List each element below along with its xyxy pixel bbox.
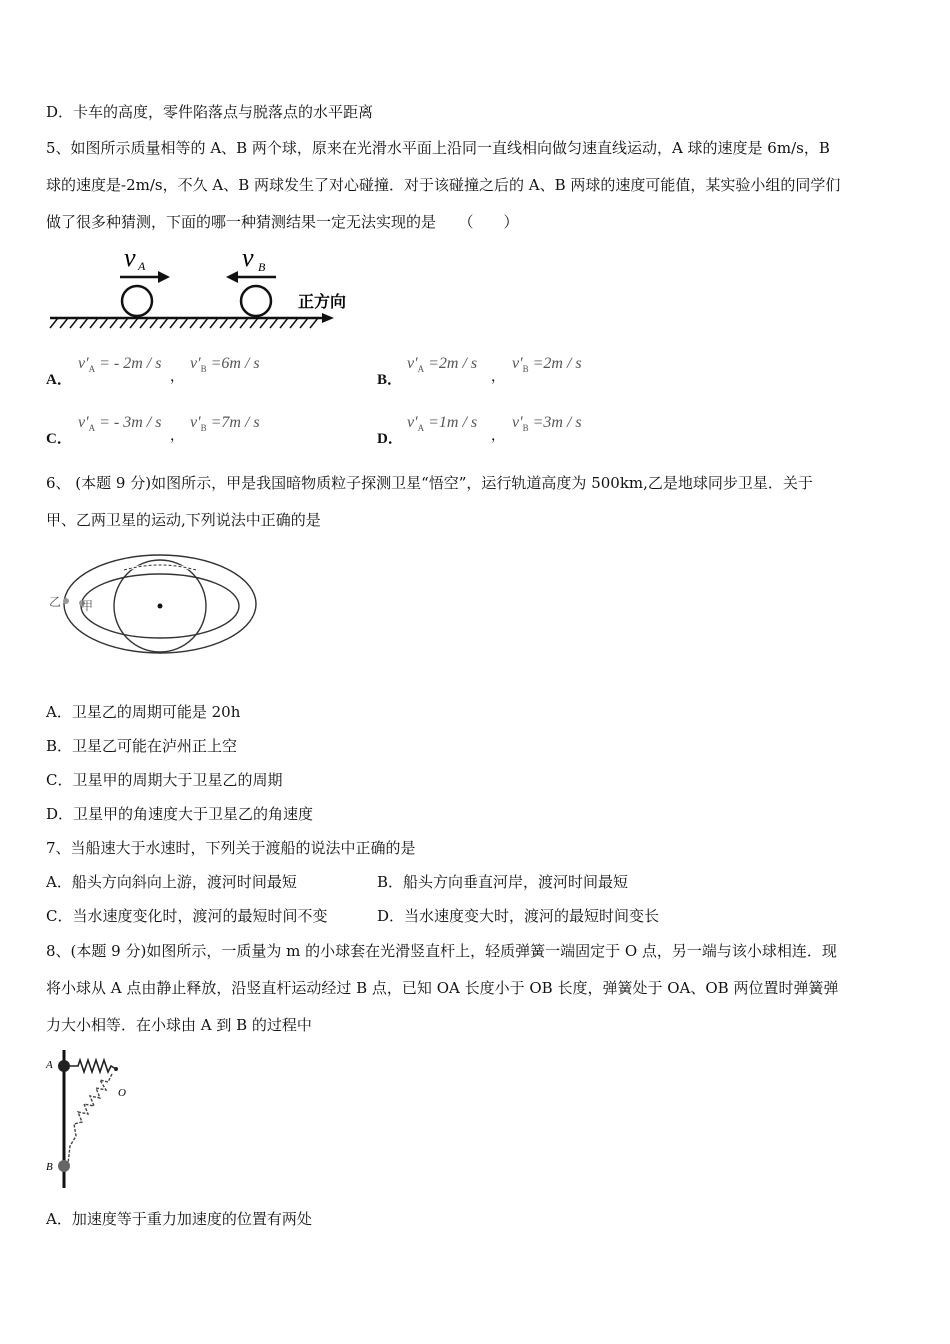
q5-option-c-comma: ， <box>170 428 184 444</box>
q5-option-c-label: C． <box>46 431 72 447</box>
q8-spring-ob <box>68 1074 112 1164</box>
q5-collision-figure <box>46 244 366 334</box>
q5-ball-b <box>241 286 271 316</box>
q5-option-b-comma: ， <box>491 369 505 385</box>
q6-option-d: D．卫星甲的角速度大于卫星乙的角速度 <box>46 805 314 823</box>
q8-label-b: B <box>46 1161 53 1173</box>
q6-earth-center <box>158 604 163 609</box>
q7-option-c: C．当水速度变化时，渡河的最短时间不变 <box>46 907 328 925</box>
q5-stem-line2: 球的速度是-2m/s，不久 A、B 两球发生了对心碰撞．对于该碰撞之后的 A、B 两球的速度可能值，某实验小组的同学们 <box>46 176 841 194</box>
q5-option-a-label: A． <box>46 372 72 388</box>
q6-satellite-yi <box>63 598 69 604</box>
q7-option-b: B．船头方向垂直河岸，渡河时间最短 <box>377 873 629 891</box>
q5-stem-line1: 5、如图所示质量相等的 A、B 两个球，原来在光滑水平面上沿同一直线相向做匀速直线运动，A 球的速度是 6m/s，B <box>46 139 830 157</box>
q4-option-d: D．卡车的高度，零件陷落点与脱落点的水平距离 <box>46 103 374 121</box>
q8-label-a: A <box>46 1059 53 1071</box>
q6-stem-line1: 6、 (本题 9 分)如图所示，甲是我国暗物质粒子探测卫星“悟空”，运行轨道高度为 500km,乙是地球同步卫星．关于 <box>46 474 813 492</box>
q8-spring-figure <box>44 1046 144 1192</box>
q6-stem-line2: 甲、乙两卫星的运动,下列说法中正确的是 <box>46 511 321 529</box>
q6-option-a: A．卫星乙的周期可能是 20h <box>46 703 241 721</box>
q6-label-yi: 乙 <box>49 595 62 609</box>
q5-option-b-label: B． <box>377 372 403 388</box>
q8-point-o <box>114 1067 118 1071</box>
q8-stem-line2: 将小球从 A 点由静止释放，沿竖直杆运动经过 B 点，已知 OA 长度小于 OB 长度，弹簧处于 OA、OB 两位置时弹簧弹 <box>46 979 839 997</box>
q8-stem-line3: 力大小相等．在小球由 A 到 B 的过程中 <box>46 1016 312 1034</box>
q5-vb-subscript: B <box>258 260 266 274</box>
q8-option-a: A．加速度等于重力加速度的位置有两处 <box>46 1210 312 1228</box>
q5-positive-direction-label: 正方向 <box>298 292 347 311</box>
q5-option-b-va: $v'_A =2m / s$ <box>407 355 478 375</box>
q5-option-d-label: D． <box>377 431 403 447</box>
q5-option-b-vb: $v'_B =2m / s$ <box>512 355 582 375</box>
q5-va-subscript: A <box>138 259 146 273</box>
q6-orbit-figure <box>46 548 266 660</box>
q5-option-d-va: $v'_A =1m / s$ <box>407 414 478 434</box>
q5-va-symbol: v <box>124 244 136 272</box>
q8-label-o: O <box>118 1087 126 1099</box>
q5-option-d-vb: $v'_B =3m / s$ <box>512 414 582 434</box>
q5-option-c-vb: $v'_B =7m / s$ <box>190 414 260 434</box>
q5-option-a-va: $v'_A$ = - 2m / s <box>78 355 162 375</box>
q6-option-b: B．卫星乙可能在泸州正上空 <box>46 737 238 755</box>
q5-option-d-comma: ， <box>491 428 505 444</box>
q5-option-c-va: $v'_A$ = - 3m / s <box>78 414 162 434</box>
q7-stem: 7、当船速大于水速时，下列关于渡船的说法中正确的是 <box>46 839 416 857</box>
q5-ball-a <box>122 286 152 316</box>
q6-option-c: C．卫星甲的周期大于卫星乙的周期 <box>46 771 283 789</box>
q6-label-jia: 甲 <box>81 599 94 613</box>
q8-stem-line1: 8、(本题 9 分)如图所示，一质量为 m 的小球套在光滑竖直杆上，轻质弹簧一端固定于 O 点，另一端与该小球相连．现 <box>46 942 837 960</box>
q5-option-a-comma: ， <box>170 369 184 385</box>
q8-ball-b <box>58 1160 70 1172</box>
q8-spring-oa <box>70 1060 116 1072</box>
q5-stem-line3: 做了很多种猜测，下面的哪一种猜测结果一定无法实现的是 （ ） <box>46 213 519 231</box>
q8-ball-a <box>58 1060 70 1072</box>
q5-option-a-vb: $v'_B =6m / s$ <box>190 355 260 375</box>
q7-option-a: A．船头方向斜向上游，渡河时间最短 <box>46 873 297 891</box>
q7-option-d: D．当水速度变大时，渡河的最短时间变长 <box>377 907 660 925</box>
q5-vb-symbol: v <box>242 244 254 272</box>
